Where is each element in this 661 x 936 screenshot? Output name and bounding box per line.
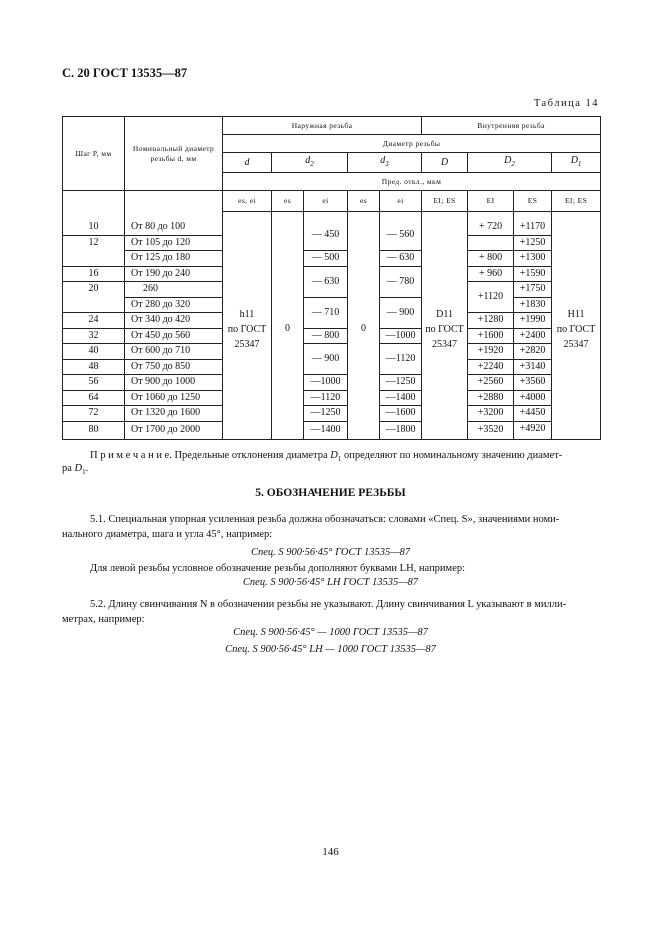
D2-EI-cell: +2880: [468, 390, 514, 406]
EI-header: EI: [468, 191, 514, 212]
diameter-cell: От 1060 до 1250: [125, 390, 223, 406]
diameter-cell: От 280 до 320: [125, 297, 223, 313]
step-cell: 64: [63, 390, 125, 406]
D2-EI-cell: +1120: [468, 282, 514, 313]
step-cell: 12: [63, 235, 125, 266]
paragraph-5-2-continued: метрах, например:: [62, 614, 145, 625]
table-note-continued: ра $D_1$.: [62, 463, 89, 477]
diameter-cell: От 125 до 180: [125, 251, 223, 267]
step-cell: 16: [63, 266, 125, 282]
EI-ES-header: EI; ES: [422, 191, 468, 212]
D2-ES-cell: +4920: [514, 421, 552, 439]
D-tolerance-cell: D11 по ГОСТ 25347: [422, 220, 468, 440]
d2-ei-cell: — 450: [304, 220, 348, 251]
d3-ei-cell: —1250: [380, 375, 422, 391]
D2-EI-cell: + 720: [468, 220, 514, 236]
D2-ES-cell: +3140: [514, 359, 552, 375]
paragraph-5-2: 5.2. Длину свинчивания N в обозначении резьбы не указывают. Длину свинчивания L указывают в милли-: [90, 599, 567, 610]
step-cell: 40: [63, 344, 125, 360]
ei-header: ei: [380, 191, 422, 212]
d2-ei-cell: — 900: [304, 344, 348, 375]
D2-ES-cell: +4450: [514, 406, 552, 422]
d3-header: $d_3$: [348, 153, 422, 173]
es-header: es: [272, 191, 304, 212]
d2-es-cell: 0: [272, 220, 304, 440]
d3-ei-cell: —1000: [380, 328, 422, 344]
EI-ES-header: EI; ES: [552, 191, 601, 212]
diameter-cell: От 340 до 420: [125, 313, 223, 329]
D2-ES-cell: +1250: [514, 235, 552, 251]
example-designation-length-left: Спец. S 900·56·45° LH — 1000 ГОСТ 13535—87: [225, 644, 436, 655]
d2-ei-cell: — 710: [304, 297, 348, 328]
D2-ES-cell: +1990: [514, 313, 552, 329]
D2-ES-cell: +2820: [514, 344, 552, 360]
D2-ES-cell: +2400: [514, 328, 552, 344]
D2-ES-cell: +4000: [514, 390, 552, 406]
diameter-cell: От 600 до 710: [125, 344, 223, 360]
step-cell: 32: [63, 328, 125, 344]
example-designation-left: Спец. S 900·56·45° LH ГОСТ 13535—87: [242, 577, 419, 588]
D2-ES-cell: +1750: [514, 282, 552, 298]
ei-header: ei: [304, 191, 348, 212]
D2-EI-cell: +1920: [468, 344, 514, 360]
tolerance-table: [62, 116, 601, 440]
D2-EI-cell: + 800: [468, 251, 514, 267]
d3-es-cell: 0: [348, 220, 380, 440]
D2-EI-cell: +1280: [468, 313, 514, 329]
d3-ei-cell: —1800: [380, 421, 422, 439]
d2-ei-cell: —1120: [304, 390, 348, 406]
step-cell: 80: [63, 421, 125, 439]
step-cell: 10: [63, 220, 125, 236]
d3-ei-cell: — 900: [380, 297, 422, 328]
d2-ei-cell: —1400: [304, 421, 348, 439]
d2-ei-cell: — 500: [304, 251, 348, 267]
thread-diameter-header: Диаметр резьбы: [223, 135, 601, 153]
tolerance-header: Пред. откл., мкм: [223, 173, 601, 191]
D2-EI-cell: +3520: [468, 421, 514, 439]
es-ei-header: es, ei: [223, 191, 272, 212]
d3-ei-cell: — 780: [380, 266, 422, 297]
diameter-cell: От 900 до 1000: [125, 375, 223, 391]
d2-ei-cell: —1000: [304, 375, 348, 391]
d-tolerance-cell: h11 по ГОСТ 25347: [223, 220, 272, 440]
page-number: 146: [322, 846, 339, 858]
paragraph-5-1: 5.1. Специальная упорная усиленная резьба должна обозначаться: словами «Спец. S», значениями номи-: [90, 514, 560, 525]
external-thread-header: Наружная резьба: [223, 117, 422, 135]
diameter-cell: От 750 до 850: [125, 359, 223, 375]
D1-tolerance-cell: H11 по ГОСТ 25347: [552, 220, 601, 440]
paragraph-left-thread: Для левой резьбы условное обозначение резьбы дополняют буквами LH, например:: [90, 563, 466, 574]
diameter-cell: От 1320 до 1600: [125, 406, 223, 422]
col-step-header: Шаг P, мм: [63, 117, 125, 191]
d2-ei-cell: — 800: [304, 328, 348, 344]
step-cell: 24: [63, 313, 125, 329]
d3-ei-cell: —1400: [380, 390, 422, 406]
d3-ei-cell: — 560: [380, 220, 422, 251]
d2-ei-cell: —1250: [304, 406, 348, 422]
col-nominal-header: Номинальный диаметр резьбы d, мм: [125, 117, 223, 191]
D2-EI-cell: + 960: [468, 266, 514, 282]
table-note: П р и м е ч а н и е. Предельные отклонения диаметра $D_1$ определяют по номинальному значению диамет-: [90, 450, 563, 464]
D2-ES-cell: +1170: [514, 220, 552, 236]
D2-ES-cell: +3560: [514, 375, 552, 391]
d2-ei-cell: — 630: [304, 266, 348, 297]
step-cell: 72: [63, 406, 125, 422]
diameter-cell: От 1700 до 2000: [125, 421, 223, 439]
paragraph-5-1-continued: нального диаметра, шага и угла 45°, например:: [62, 529, 273, 540]
d3-ei-cell: —1120: [380, 344, 422, 375]
example-designation-length: Спец. S 900·56·45° — 1000 ГОСТ 13535—87: [233, 627, 428, 638]
D-header: D: [422, 153, 468, 173]
D2-EI-cell: [468, 235, 514, 251]
example-designation: Спец. S 900·56·45° ГОСТ 13535—87: [250, 547, 411, 558]
D2-EI-cell: +2560: [468, 375, 514, 391]
diameter-cell: От 190 до 240: [125, 266, 223, 282]
step-cell: 56: [63, 375, 125, 391]
diameter-cell: От 450 до 560: [125, 328, 223, 344]
d2-header: $d_2$: [272, 153, 348, 173]
D2-ES-cell: +1830: [514, 297, 552, 313]
page-header: С. 20 ГОСТ 13535—87: [62, 66, 188, 80]
diameter-cell: От 105 до 120: [125, 235, 223, 251]
step-cell: 20: [63, 282, 125, 313]
D2-EI-cell: +2240: [468, 359, 514, 375]
step-cell: 48: [63, 359, 125, 375]
diameter-cell: 260: [125, 282, 223, 298]
section-title: 5. ОБОЗНАЧЕНИЕ РЕЗЬБЫ: [255, 487, 406, 499]
d3-ei-cell: —1600: [380, 406, 422, 422]
d-header: d: [223, 153, 272, 173]
D2-EI-cell: +1600: [468, 328, 514, 344]
D2-header: $D_2$: [468, 153, 552, 173]
D2-ES-cell: +1300: [514, 251, 552, 267]
D2-ES-cell: +1590: [514, 266, 552, 282]
D1-header: $D_1$: [552, 153, 601, 173]
internal-thread-header: Внутренняя резьба: [422, 117, 601, 135]
table-caption: Таблица 14: [533, 98, 599, 109]
diameter-cell: От 80 до 100: [125, 220, 223, 236]
es-header: es: [348, 191, 380, 212]
ES-header: ES: [514, 191, 552, 212]
d3-ei-cell: — 630: [380, 251, 422, 267]
D2-EI-cell: +3200: [468, 406, 514, 422]
